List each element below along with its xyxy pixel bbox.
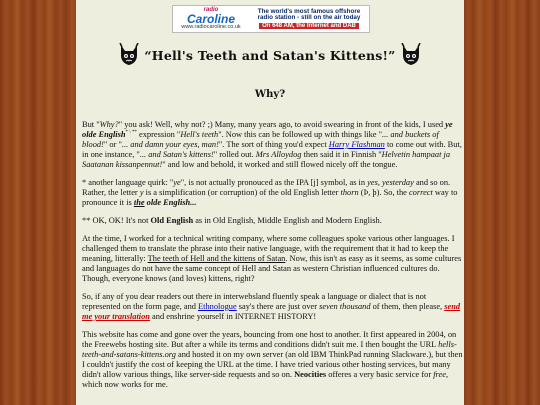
text: " or " bbox=[103, 140, 122, 149]
banner-radio-text: radio bbox=[203, 7, 219, 14]
text: ... and damn your eyes, man! bbox=[121, 140, 219, 149]
text: hells-teeth-and-satans-kittens.org bbox=[82, 340, 457, 359]
text: offeres a very basic service for bbox=[326, 370, 434, 379]
text: y bbox=[139, 188, 144, 197]
text: ". Now this can be followed up with things like " bbox=[218, 130, 383, 139]
text: ** OK, OK! It's not bbox=[82, 216, 151, 225]
text: and hosted it on my own server (an old IBM ThinkPad running Slackware.), but then I couldn't justify the cost of keeping the URL at the time. I have tried various other hosting services, but many didn't allow various things, like server-side requests and so on. bbox=[82, 350, 463, 379]
text: Neocities bbox=[294, 370, 327, 379]
banner-url-text: www.radiocaroline.co.uk bbox=[181, 24, 241, 31]
banner-line-3: On 648 AM, the Internet and DAB bbox=[259, 23, 359, 29]
paragraph-footnote-2 bbox=[82, 216, 464, 226]
section-heading: Why? bbox=[254, 89, 286, 100]
page-title-row bbox=[76, 40, 464, 70]
text: ye olde English bbox=[82, 120, 453, 139]
page-title: “Hell's Teeth and Satan's Kittens!” bbox=[144, 47, 396, 63]
text: " and low and behold, it worked and still flowed nicely off the tongue. bbox=[162, 160, 398, 169]
text: yes, yesterday bbox=[367, 178, 414, 187]
text: expression " bbox=[136, 130, 181, 139]
banner-tagline bbox=[249, 6, 369, 32]
page-column bbox=[76, 0, 464, 405]
article-body bbox=[82, 120, 464, 398]
harry-flashman-link[interactable]: Harry Flashman bbox=[328, 140, 385, 149]
text: is a simplification (or corruption) of the old English letter bbox=[143, 188, 341, 197]
text: ". The sort of thing you'd expect bbox=[218, 140, 329, 149]
text: The teeth of Hell and the kittens of Satan bbox=[147, 254, 286, 263]
devil-cat-icon bbox=[118, 43, 140, 67]
text: then said it in Finnish " bbox=[301, 150, 382, 159]
text: the bbox=[133, 198, 145, 207]
footnote-marker: * \ ** bbox=[125, 130, 137, 136]
banner-brand-text: Caroline bbox=[186, 12, 235, 27]
text: Helvetin hampaat ja Saatanan kissanpennut! bbox=[82, 150, 451, 169]
paragraph-call-to-action bbox=[82, 292, 464, 322]
text: as in Old English, Middle English and Modern English. bbox=[193, 216, 382, 225]
text: So, if any of you dear readers out there in interwebsland fluently speak a language or dialect that is not represented on the form page, and bbox=[82, 292, 427, 311]
text: Old English bbox=[150, 216, 194, 225]
text: Hell's teeth bbox=[180, 130, 219, 139]
banner-line-1: The world's most famous offshore bbox=[257, 7, 361, 15]
text: seven thousand bbox=[319, 302, 371, 311]
text: But " bbox=[82, 120, 100, 129]
text: . Now, this isn't as easy as it seems, as some cultures and languages do not have the same concept of Hell and Satan as western Christian influenced cultures do. Though, everyone knows (and loves) kittens, right? bbox=[82, 254, 462, 283]
text: ... and Satan's kittens! bbox=[139, 150, 214, 159]
text: to come out with. But, in one instance, " bbox=[82, 140, 462, 159]
text: correct bbox=[408, 188, 433, 197]
paragraph-translation-challenge bbox=[82, 234, 464, 284]
text: and enshrine yourself in INTERNET HISTORY! bbox=[149, 312, 317, 321]
send-translation-link[interactable]: send me your translation bbox=[82, 302, 461, 321]
text: say's there are just over bbox=[236, 302, 320, 311]
text: , which now works for me. bbox=[82, 370, 449, 389]
text: and so on. Rather, the letter bbox=[82, 178, 451, 197]
text: of them, then please, bbox=[370, 302, 445, 311]
text: thorn bbox=[340, 188, 359, 197]
text: At the time, I worked for a technical writing company, where some colleagues spoke various other languages. I challenged them to translate the phrase into their native language, with the requirement that it had to keep the meaning, litterally: bbox=[82, 234, 455, 263]
text: olde English... bbox=[144, 198, 197, 207]
devil-cat-icon bbox=[400, 43, 422, 67]
paragraph-footnote-1 bbox=[82, 178, 464, 208]
text: ... and buckets of blood! bbox=[82, 130, 439, 149]
radio-caroline-banner[interactable] bbox=[172, 5, 370, 33]
text: ", is not actually pronouced as the IPA [j] symbol, as in bbox=[180, 178, 368, 187]
banner-logo bbox=[173, 6, 249, 32]
text: " rolled out. bbox=[213, 150, 256, 159]
text: free bbox=[433, 370, 446, 379]
text: (Þ, þ). So, the bbox=[358, 188, 409, 197]
paragraph-site-history bbox=[82, 330, 464, 390]
text: * another language quirk: " bbox=[82, 178, 174, 187]
paragraph-intro bbox=[82, 120, 464, 170]
ethnologue-link[interactable]: Ethnologue bbox=[198, 302, 237, 311]
text: Mrs Alloydog bbox=[255, 150, 302, 159]
text: " you ask! Well, why not? ;) Many, many years ago, to avoid swearing in front of the kids, I used bbox=[118, 120, 446, 129]
text: This website has come and gone over the years, bouncing from one host to another. It first appeared in 2004, on the Freewebs hosting site. But after a while its terms and conditions didn't suit me. I then bought the URL bbox=[82, 330, 457, 349]
text: Why? bbox=[99, 120, 119, 129]
banner-line-2: radio station - still on the air today bbox=[257, 14, 361, 22]
text: way to pronounce it is bbox=[82, 188, 458, 207]
text: ye bbox=[173, 178, 181, 187]
